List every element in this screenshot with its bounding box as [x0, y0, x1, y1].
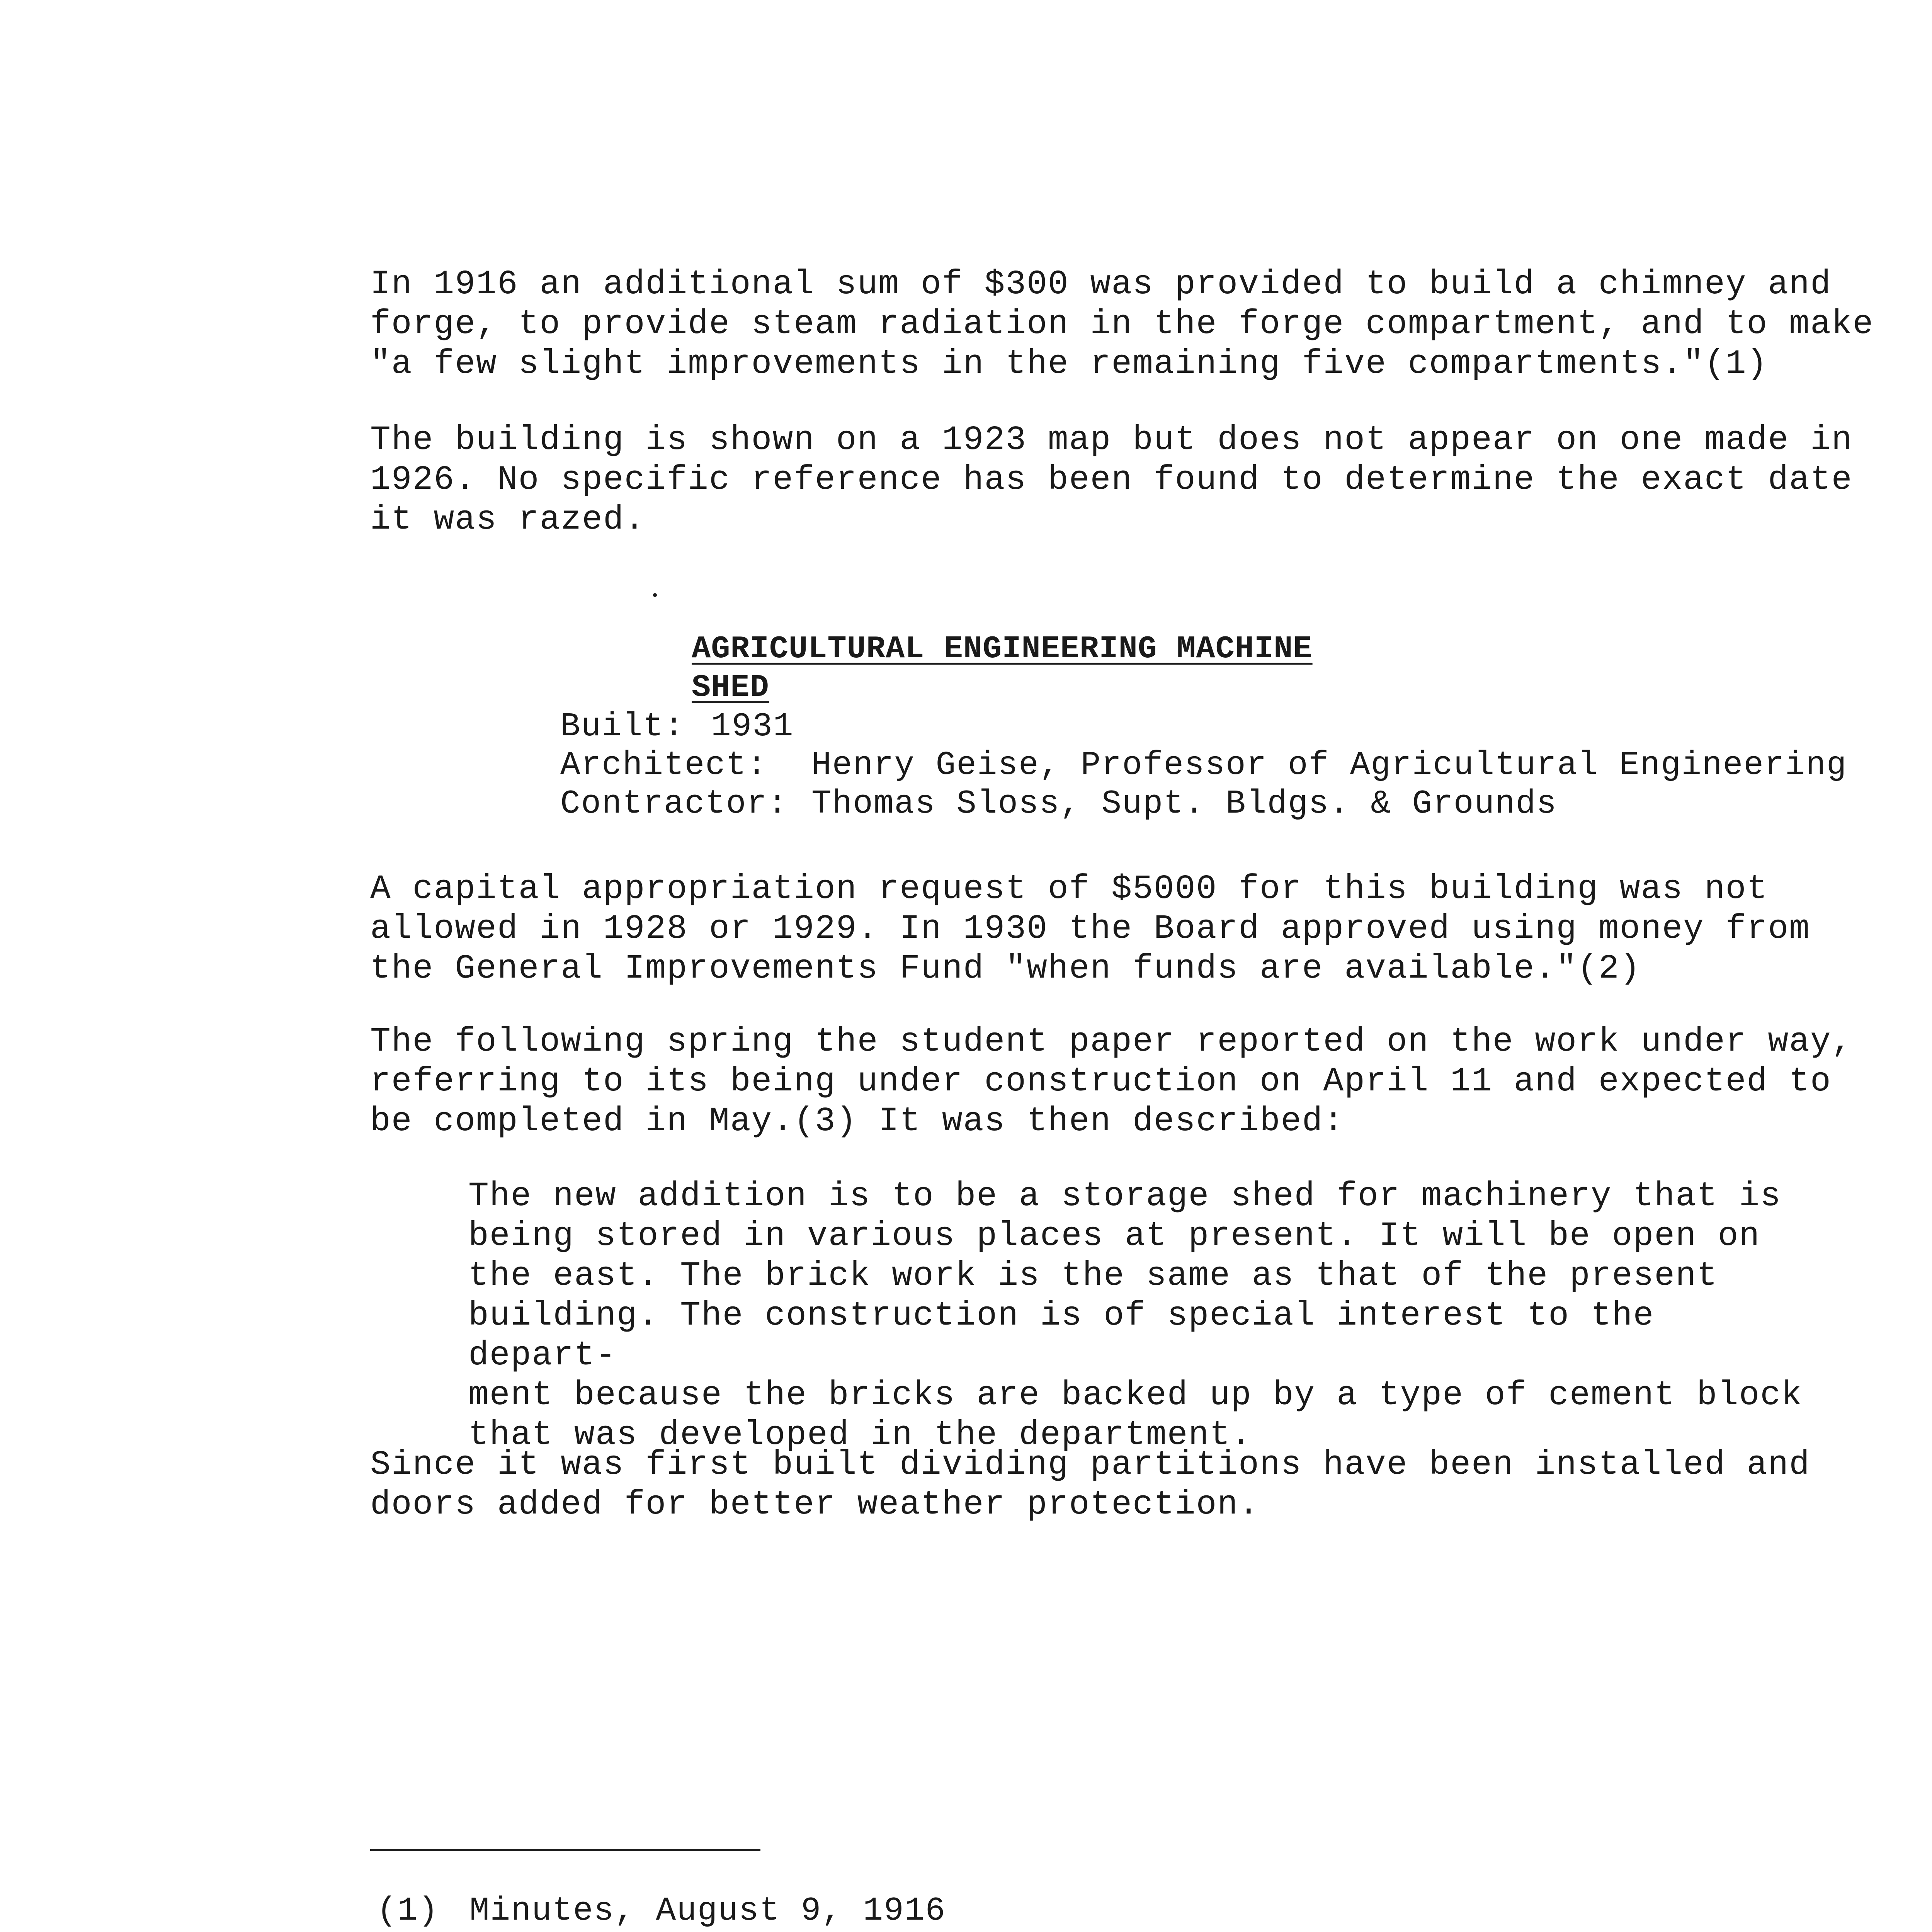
paragraph-forge-improvements: In 1916 an additional sum of $300 was provided to build a chimney and forge, to provide steam radiation in the forge compartment, and to make "a few slight improvements in the remaining five compartments."(1) [370, 265, 1874, 383]
contractor-row [560, 784, 1932, 823]
contractor-label: Contractor: [560, 785, 788, 823]
architect-label: Architect: [560, 746, 768, 784]
built-row [560, 707, 1932, 746]
paragraph-partitions: Since it was first built dividing partitions have been installed and doors added for better weather protection. [370, 1446, 1810, 1524]
section-heading: AGRICULTURAL ENGINEERING MACHINE SHED [692, 631, 1313, 706]
paragraph-student-paper: The following spring the student paper reported on the work under way, referring to its being under construction on April 11 and expected to be completed in May.(3) It was then described: [370, 1023, 1853, 1141]
architect-value: Henry Geise, Professor of Agricultural Engineering [811, 746, 1847, 784]
block-quote: The new addition is to be a storage shed for machinery that is being stored in various places at present. It will be open on the east. The brick work is the same as that of the present building. The construction is of special interest to the depart- ment because the bricks are backed up by a type of cement block that was developed in the department. [468, 1177, 1803, 1454]
footnote-text: Minutes, August 9, 1916 [469, 1892, 946, 1930]
footnote [377, 1891, 946, 1930]
footnote-divider [370, 1849, 760, 1851]
built-label: Built: [560, 707, 685, 745]
contractor-value: Thomas Sloss, Supt. Bldgs. & Grounds [811, 785, 1557, 823]
built-value: 1931 [711, 707, 794, 745]
paragraph-building-razed: The building is shown on a 1923 map but does not appear on one made in 1926. No specific reference has been found to determine the exact date it was razed. [370, 421, 1853, 539]
architect-row [560, 746, 1932, 784]
footnote-number: (1) [377, 1892, 439, 1930]
paragraph-appropriation: A capital appropriation request of $5000 for this building was not allowed in 1928 or 1929. In 1930 the Board approved using money from the General Improvements Fund "when funds are available."(2) [370, 870, 1810, 988]
scan-speck [653, 593, 657, 597]
building-metadata [560, 707, 1932, 823]
